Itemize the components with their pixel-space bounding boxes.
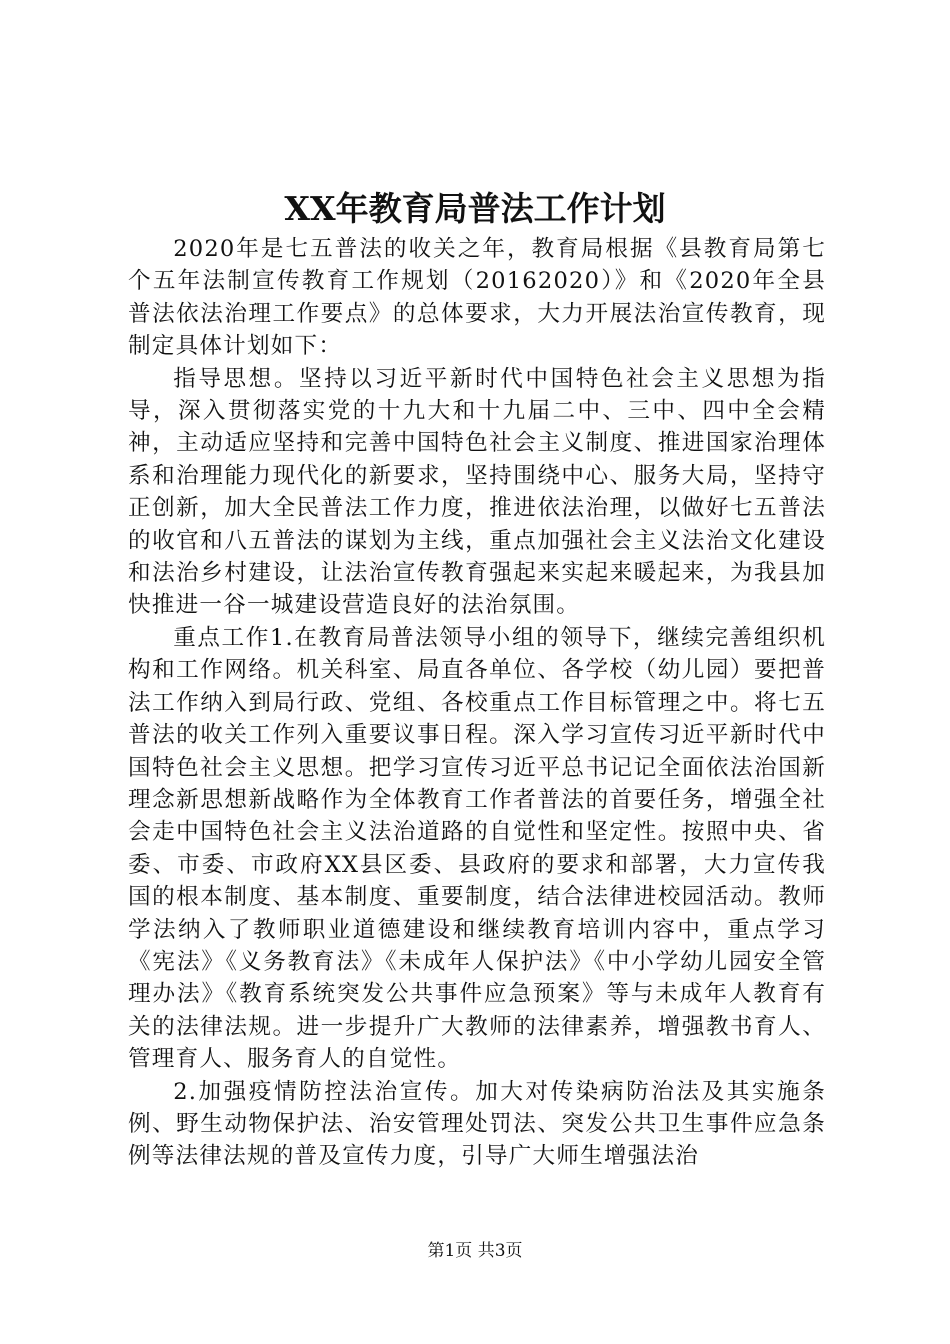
document-body (128, 233, 826, 1173)
paragraph-guiding-thought: 指导思想。坚持以习近平新时代中国特色社会主义思想为指导，深入贯彻落实党的十九大和十九届二中、三中、四中全会精神，主动适应坚持和完善中国特色社会主义制度、推进国家治理体系和治理能力现代化的新要求，坚持围绕中心、服务大局，坚持守正创新，加大全民普法工作力度，推进依法治理，以做好七五普法的收官和八五普法的谋划为主线，重点加强社会主义法治文化建设和法治乡村建设，让法治宣传教育强起来实起来暖起来，为我县加快推进一谷一城建设营造良好的法治氛围。 (128, 365, 826, 619)
page-number-footer: 第1页 共3页 (427, 1241, 523, 1261)
document-title: XX年教育局普法工作计划 (284, 189, 666, 228)
paragraph-epidemic-publicity: 2.加强疫情防控法治宣传。加大对传染病防治法及其实施条例、野生动物保护法、治安管理处罚法、突发公共卫生事件应急条例等法律法规的普及宣传力度，引导广大师生增强法治 (128, 1078, 826, 1170)
paragraph-key-work: 重点工作1.在教育局普法领导小组的领导下，继续完善组织机构和工作网络。机关科室、局直各单位、各学校（幼儿园）要把普法工作纳入到局行政、党组、各校重点工作目标管理之中。将七五普法的收关工作列入重要议事日程。深入学习宣传习近平新时代中国特色社会主义思想。把学习宣传习近平总书记记全面依法治国新理念新思想新战略作为全体教育工作者普法的首要任务，增强全社会走中国特色社会主义法治道路的自觉性和坚定性。按照中央、省委、市委、市政府XX县区委、县政府的要求和部署，大力宣传我国的根本制度、基本制度、重要制度，结合法律进校园活动。教师学法纳入了教师职业道德建设和继续教育培训内容中，重点学习《宪法》《义务教育法》《未成年人保护法》《中小学幼儿园安全管理办法》《教育系统突发公共事件应急预案》等与未成年人教育有关的法律法规。进一步提升广大教师的法律素养，增强教书育人、管理育人、服务育人的自觉性。 (128, 624, 826, 1073)
paragraph-intro: 2020年是七五普法的收关之年，教育局根据《县教育局第七个五年法制宣传教育工作规划（20162020）》和《2020年全县普法依法治理工作要点》的总体要求，大力开展法治宣传教育，现制定具体计划如下： (128, 236, 826, 360)
